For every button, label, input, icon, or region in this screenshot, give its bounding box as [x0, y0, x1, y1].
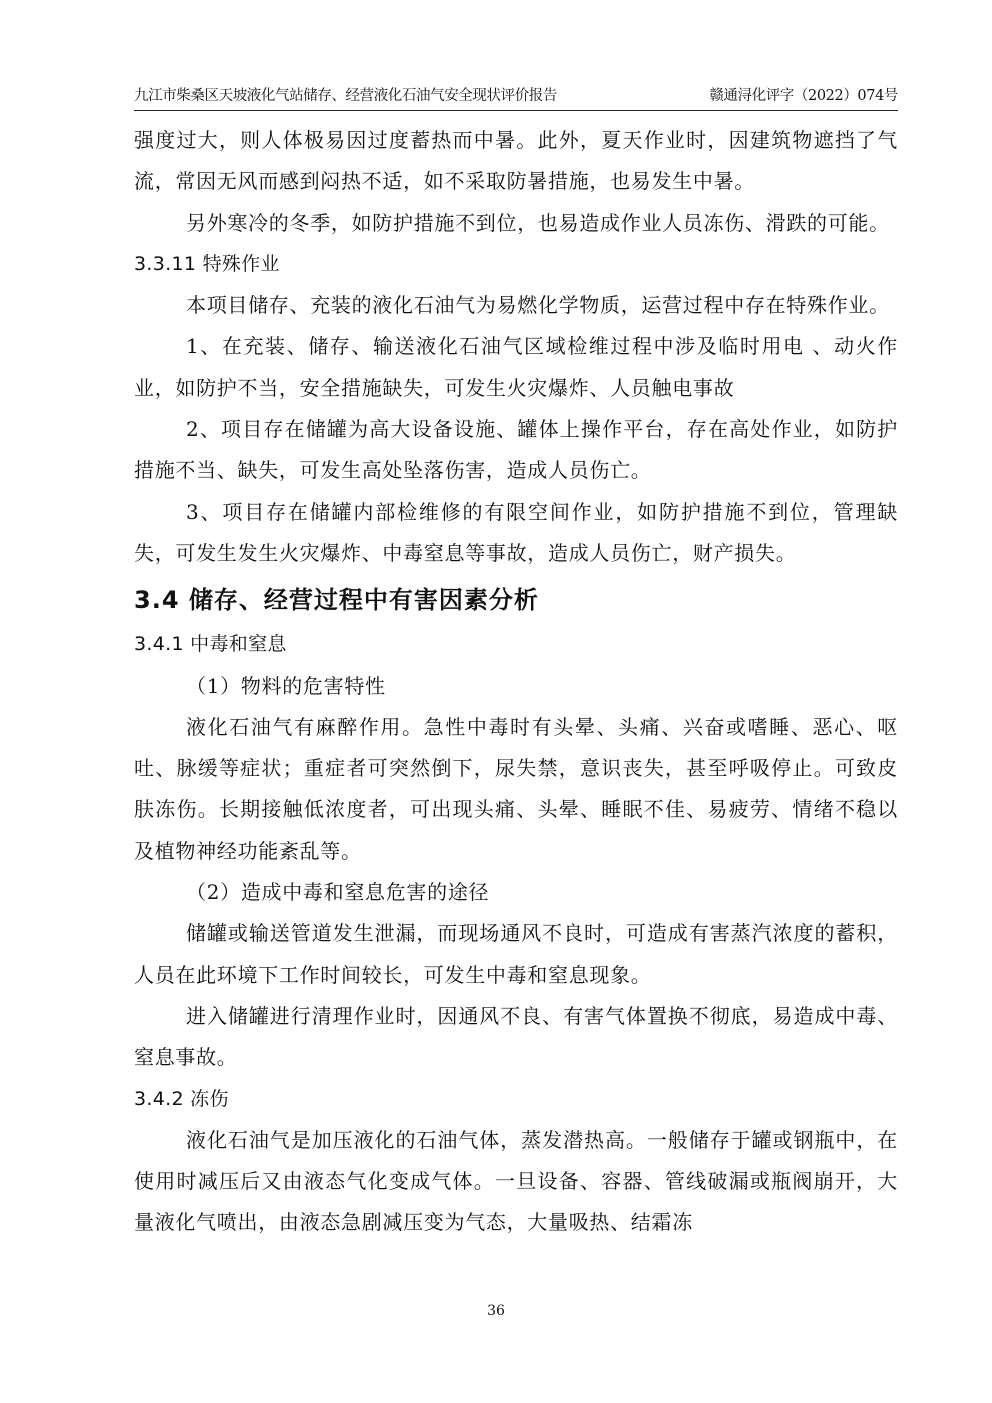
paragraph: 液化石油气是加压液化的石油气体，蒸发潜热高。一般储存于罐或钢瓶中，在使用时减压后又由液态气化变成气体。一旦设备、容器、管线破漏或瓶阀崩开，大量液化气喷出，由液态急剧减压变为气态，大量吸热、结霜冻: [134, 1127, 898, 1235]
section-heading-3-4-1: 3.4.1 中毒和窒息: [134, 633, 287, 656]
page-number: 36: [487, 1303, 505, 1319]
paragraph: 另外寒冷的冬季，如防护措施不到位，也易造成作业人员冻伤、滑跌的可能。: [186, 210, 890, 235]
page-body: [134, 120, 898, 1244]
sub-heading: （2）造成中毒和窒息危害的途径: [186, 880, 490, 905]
section-heading-3-4: 3.4 储存、经营过程中有害因素分析: [134, 586, 539, 615]
sub-heading: （1）物料的危害特性: [186, 673, 386, 698]
paragraph: 1、在充装、储存、输送液化石油气区域检维过程中涉及临时用电 、动火作业，如防护不当，安全措施缺失，可发生火灾爆炸、人员触电事故: [134, 334, 898, 400]
document-number: 赣通浔化评字（2022）074号: [709, 88, 898, 104]
paragraph: 强度过大，则人体极易因过度蓄热而中暑。此外，夏天作业时，因建筑物遮挡了气流，常因无风而感到闷热不适，如不采取防暑措施，也易发生中暑。: [134, 128, 898, 194]
section-heading-3-3-11: 3.3.11 特殊作业: [134, 252, 280, 275]
paragraph: 进入储罐进行清理作业时，因通风不良、有害气体置换不彻底，易造成中毒、窒息事故。: [134, 1003, 898, 1070]
paragraph: 3、项目存在储罐内部检维修的有限空间作业，如防护措施不到位，管理缺失，可发生发生火灾爆炸、中毒窒息等事故，造成人员伤亡，财产损失。: [134, 499, 898, 565]
report-title: 九江市柴桑区天坡液化气站储存、经营液化石油气安全现状评价报告: [134, 88, 557, 104]
page-header: [134, 80, 898, 111]
section-heading-3-4-2: 3.4.2 冻伤: [134, 1087, 229, 1110]
paragraph: 2、项目存在储罐为高大设备设施、罐体上操作平台，存在高处作业，如防护措施不当、缺失，可发生高处坠落伤害，造成人员伤亡。: [134, 417, 898, 483]
paragraph: 本项目储存、充装的液化石油气为易燃化学物质，运营过程中存在特殊作业。: [186, 293, 890, 318]
paragraph: 储罐或输送管道发生泄漏，而现场通风不良时，可造成有害蒸汽浓度的蓄积，人员在此环境下工作时间较长，可发生中毒和窒息现象。: [134, 921, 898, 987]
paragraph: 液化石油气有麻醉作用。急性中毒时有头晕、头痛、兴奋或嗜睡、恶心、呕吐、脉缓等症状；重症者可突然倒下，尿失禁，意识丧失，甚至呼吸停止。可致皮肤冻伤。长期接触低浓度者，可出现头痛、头晕、睡眠不佳、易疲劳、情绪不稳以及植物神经功能紊乱等。: [134, 714, 898, 863]
